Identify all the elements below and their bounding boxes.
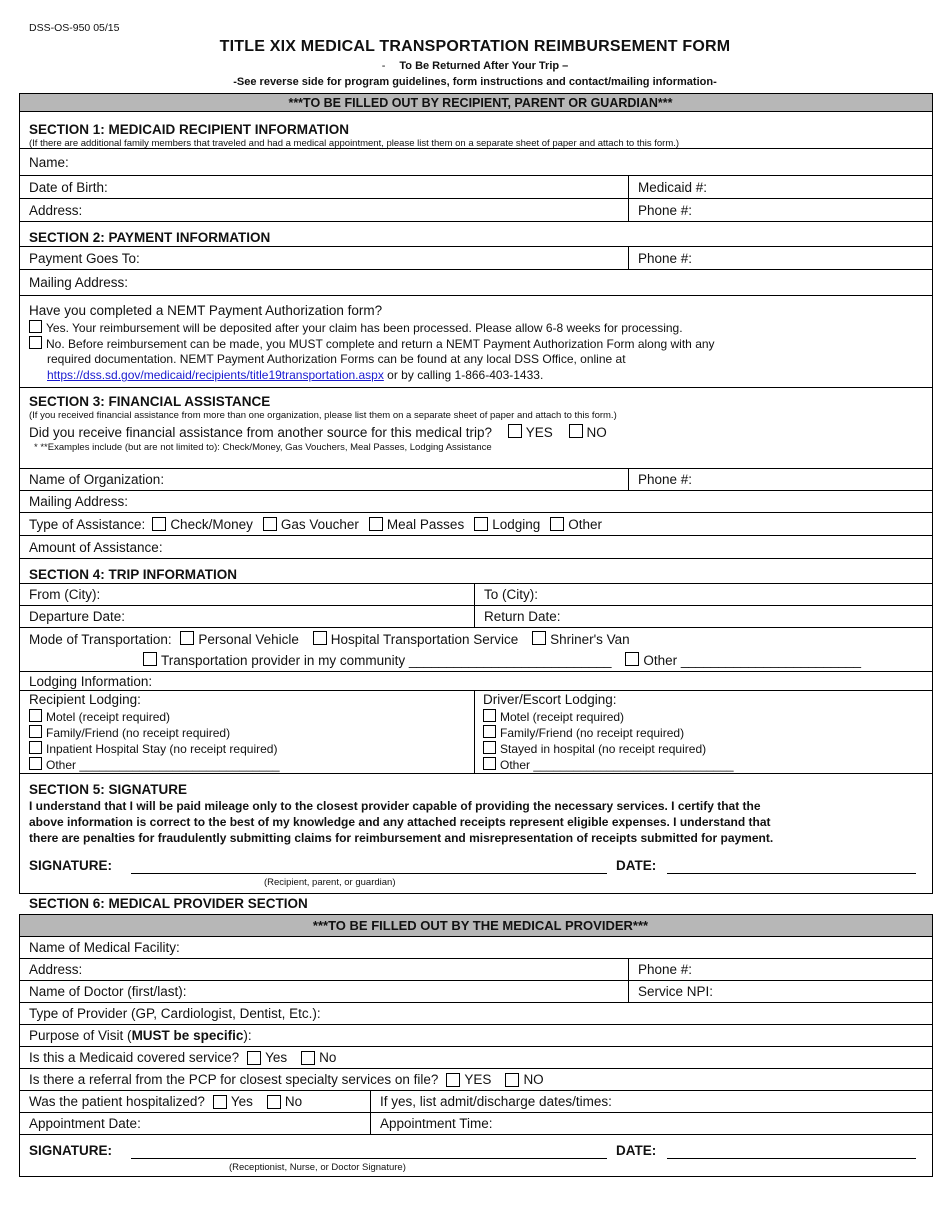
section3-org-row [20,468,932,490]
departure-date-field[interactable]: Departure Date: [29,609,126,624]
to-city-field[interactable]: To (City): [474,584,932,605]
provider-purpose-row [20,1024,932,1046]
provider-date-label: DATE: [616,1143,657,1158]
subtitle-return-note: To Be Returned After Your Trip – [399,60,569,72]
provider-covered-row [20,1046,932,1068]
payment-goes-to-field[interactable]: Payment Goes To: [29,250,140,266]
payment-mailing-address-field[interactable]: Mailing Address: [29,275,129,290]
section3-title: SECTION 3: FINANCIAL ASSISTANCE [29,394,271,409]
mode-label: Mode of Transportation: [29,632,172,647]
section4-title: SECTION 4: TRIP INFORMATION [29,567,238,582]
mode-personal-vehicle-label: Personal Vehicle [198,632,299,647]
authorization-no-text: No. Before reimbursement can be made, you MUST complete and return a NEMT Payment Authorization Form along with any [46,337,715,351]
driver-lodging-motel-checkbox[interactable] [483,709,496,722]
form-code: DSS-OS-950 05/15 [29,22,120,34]
return-date-field[interactable]: Return Date: [474,606,932,627]
facility-name-field[interactable]: Name of Medical Facility: [29,940,180,955]
assistance-lodging-checkbox[interactable] [474,517,488,531]
covered-service-yes-label: Yes [265,1050,288,1065]
provider-facility-row [20,936,932,958]
recipient-lodging-motel-checkbox[interactable] [29,709,42,722]
assistance-type-label: Type of Assistance: [29,516,146,532]
mode-personal-vehicle-checkbox[interactable] [180,631,194,645]
provider-signature-line[interactable] [131,1158,607,1159]
from-city-field[interactable]: From (City): [29,587,101,602]
financial-assistance-question: Did you receive financial assistance from another source for this medical trip? [29,425,492,440]
section4-date-row [20,605,932,627]
hospitalized-no-label: No [284,1094,303,1109]
mode-hospital-transport-checkbox[interactable] [313,631,327,645]
section1-name-row [20,148,932,175]
section3-note: (If you received financial assistance from more than one organization, please list them on a separate sheet of paper and attach to this form.) [29,410,617,421]
mode-other-checkbox[interactable] [625,652,639,666]
financial-assistance-no-checkbox[interactable] [569,424,583,438]
recipient-banner-row [20,94,932,111]
recipient-dob-field[interactable]: Date of Birth: [29,179,108,195]
recipient-lodging-other-checkbox[interactable] [29,757,42,770]
section3-amount-row [20,535,932,558]
section2-payment-row [20,246,932,269]
financial-assistance-yes-label: YES [525,425,553,440]
section4-mode-row [20,627,932,671]
covered-service-no-checkbox[interactable] [301,1051,315,1065]
recipient-signature-caption: (Recipient, parent, or guardian) [264,877,396,888]
financial-assistance-no-label: NO [586,425,607,440]
form-subtitle [0,60,950,72]
recipient-name-field[interactable]: Name: [29,154,69,170]
organization-name-field[interactable]: Name of Organization: [29,472,165,487]
authorization-yes-text: Yes. Your reimbursement will be deposited after your claim has been processed. Please allow 6-8 weeks for processing. [46,321,683,335]
section3-type-row [20,512,932,535]
driver-lodging-other-checkbox[interactable] [483,757,496,770]
section4-lodging-options [20,690,932,773]
covered-service-yes-checkbox[interactable] [247,1051,261,1065]
referral-yes-checkbox[interactable] [446,1073,460,1087]
section6-title: SECTION 6: MEDICAL PROVIDER SECTION [29,896,308,911]
provider-date-line[interactable] [667,1158,916,1159]
authorization-no-checkbox[interactable] [29,336,42,349]
mode-shriners-van-label: Shriner's Van [550,632,630,647]
provider-referral-row [20,1068,932,1090]
driver-lodging-hospital-checkbox[interactable] [483,741,496,754]
lodging-info-label: Lodging Information: [29,673,153,689]
section1-address-row [20,198,932,221]
recipient-date-label: DATE: [616,858,657,873]
recipient-signature-label: SIGNATURE: [29,858,112,873]
hospitalized-yes-label: Yes [230,1094,253,1109]
covered-service-no-label: No [319,1050,337,1065]
assistance-meal-passes-checkbox[interactable] [369,517,383,531]
assistance-check-money-checkbox[interactable] [152,517,166,531]
recipient-lodging-family-checkbox[interactable] [29,725,42,738]
referral-no-label: NO [523,1072,544,1087]
recipient-lodging-hospital-checkbox[interactable] [29,741,42,754]
assistance-gas-voucher-checkbox[interactable] [263,517,277,531]
recipient-lodging-hospital-label: Inpatient Hospital Stay (no receipt required) [46,742,278,756]
section1-dob-row [20,175,932,198]
section1-header [20,111,932,148]
doctor-name-field[interactable]: Name of Doctor (first/last): [29,984,187,999]
recipient-address-field[interactable]: Address: [29,202,83,218]
facility-phone-field[interactable]: Phone #: [628,959,932,980]
section5-block [20,773,932,894]
authorization-yes-checkbox[interactable] [29,320,42,333]
driver-lodging-family-label: Family/Friend (no receipt required) [500,726,685,740]
form-title: TITLE XIX MEDICAL TRANSPORTATION REIMBURSEMENT FORM [219,38,731,55]
recipient-signature-line[interactable] [131,873,607,874]
referral-question: Is there a referral from the PCP for closest specialty services on file? [29,1072,439,1087]
service-npi-field[interactable]: Service NPI: [628,981,932,1002]
provider-doctor-row [20,980,932,1002]
referral-no-checkbox[interactable] [505,1073,519,1087]
visit-purpose-field[interactable]: Purpose of Visit ( MUST be specific ): [29,1028,252,1043]
section5-title: SECTION 5: SIGNATURE [29,782,188,797]
assistance-other-checkbox[interactable] [550,517,564,531]
authorization-phone-text: or by calling 1-866-403-1433. [383,368,544,382]
assistance-other-label: Other [568,516,603,532]
section2-authorization-block [20,295,932,387]
section2-header [20,221,932,246]
assistance-examples: * **Examples include (but are not limited to): Check/Money, Gas Vouchers, Meal Passes, Lodging Assistance [34,442,492,453]
section2-mailing-row [20,269,932,295]
assistance-type-group [20,513,602,535]
assistance-meal-passes-label: Meal Passes [386,516,465,532]
assistance-gas-voucher-label: Gas Voucher [280,516,359,532]
form-subtitle-2: -See reverse side for program guidelines, form instructions and contact/mailing information- [233,76,717,88]
mode-community-provider-label: Transportation provider in my community ___________________________ [161,653,612,668]
driver-lodging-label: Driver/Escort Lodging: [483,692,617,707]
certification-line-2: above information is correct to the best of my knowledge and any attached receipts represent eligible expenses. I understand that [29,815,771,829]
hospitalized-yes-checkbox[interactable] [213,1095,227,1109]
driver-lodging-family-checkbox[interactable] [483,725,496,738]
assistance-check-money-label: Check/Money [170,516,253,532]
authorization-question: Have you completed a NEMT Payment Authorization form? [29,303,383,318]
section2-title: SECTION 2: PAYMENT INFORMATION [29,230,271,245]
provider-signature-block [20,1134,932,1176]
provider-banner: ***TO BE FILLED OUT BY THE MEDICAL PROVIDER*** [20,915,932,936]
recipient-lodging-family-label: Family/Friend (no receipt required) [46,726,231,740]
section4-header [20,558,932,583]
organization-mailing-address-field[interactable]: Mailing Address: [29,494,129,509]
recipient-date-line[interactable] [667,873,916,874]
provider-hospitalized-row [20,1090,932,1112]
medicaid-number-field[interactable]: Medicaid #: [628,176,932,198]
recipient-lodging-label: Recipient Lodging: [29,692,141,707]
assistance-lodging-label: Lodging [492,516,541,532]
provider-address-row [20,958,932,980]
assistance-amount-field[interactable]: Amount of Assistance: [29,539,163,555]
hospitalized-question: Was the patient hospitalized? [29,1094,205,1109]
section3-mailing-row [20,490,932,512]
provider-signature-label: SIGNATURE: [29,1143,112,1158]
section4-lodging-info-row [20,671,932,690]
mode-community-provider-checkbox[interactable] [143,652,157,666]
recipient-banner: ***TO BE FILLED OUT BY RECIPIENT, PARENT OR GUARDIAN*** [20,94,932,111]
section4-city-row [20,583,932,605]
provider-type-field[interactable]: Type of Provider (GP, Cardiologist, Dentist, Etc.): [29,1006,321,1021]
recipient-lodging-motel-label: Motel (receipt required) [46,710,171,724]
nemt-info-link[interactable]: https://dss.sd.gov/medicaid/recipients/title19transportation.aspx [47,368,384,382]
section1-title: SECTION 1: MEDICAID RECIPIENT INFORMATION [29,122,350,137]
financial-assistance-yes-checkbox[interactable] [508,424,522,438]
recipient-phone-field[interactable]: Phone #: [628,199,932,221]
referral-yes-label: YES [464,1072,492,1087]
payment-phone-field[interactable]: Phone #: [628,247,932,269]
recipient-frame [19,93,933,894]
provider-appointment-row [20,1112,932,1134]
covered-service-question: Is this a Medicaid covered service? [29,1050,240,1065]
provider-type-row [20,1002,932,1024]
recipient-lodging-other-label: Other ______________________________ [46,758,280,772]
provider-banner-row [20,915,932,936]
mode-shriners-van-checkbox[interactable] [532,631,546,645]
subtitle-dash: - [381,60,386,72]
hospitalized-no-checkbox[interactable] [267,1095,281,1109]
admit-discharge-field[interactable]: If yes, list admit/discharge dates/times: [370,1091,932,1112]
driver-lodging-other-label: Other ______________________________ [500,758,734,772]
provider-frame [19,914,933,1177]
facility-address-field[interactable]: Address: [29,962,83,977]
section1-note: (If there are additional family members that traveled and had a medical appointment, please list them on a separate sheet of paper and attach to this form.) [29,138,680,149]
section3-header [20,387,932,461]
mode-other-label: Other ________________________ [643,653,862,668]
provider-signature-caption: (Receptionist, Nurse, or Doctor Signature) [229,1162,406,1173]
authorization-no-text-2: required documentation. NEMT Payment Authorization Forms can be found at any local DSS Office, online at [47,352,626,366]
mode-hospital-transport-label: Hospital Transportation Service [330,632,519,647]
appointment-time-field[interactable]: Appointment Time: [370,1113,932,1134]
organization-phone-field[interactable]: Phone #: [628,469,932,490]
driver-lodging-hospital-label: Stayed in hospital (no receipt required) [500,742,707,756]
certification-line-3: there are penalties for fraudulently submitting claims for reimbursement and misrepresentation of receipts submitted for payment. [29,831,774,845]
appointment-date-field[interactable]: Appointment Date: [29,1116,141,1131]
driver-lodging-motel-label: Motel (receipt required) [500,710,625,724]
certification-line-1: I understand that I will be paid mileage only to the closest provider capable of providing the necessary services. I certify that the [29,799,761,813]
